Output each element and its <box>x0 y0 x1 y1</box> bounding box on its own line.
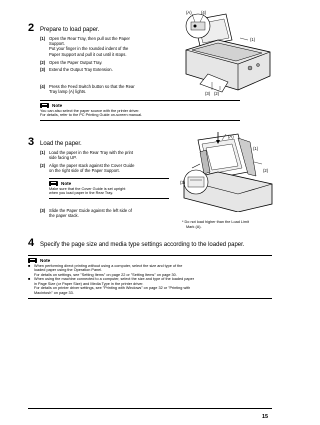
item-text: on the right side of the Paper Support. <box>49 168 120 174</box>
bullet-text: Macintosh" on page 33. <box>34 291 74 296</box>
page-number: 15 <box>262 414 269 420</box>
step-2-item-2 <box>40 60 102 65</box>
note-label: Note <box>52 102 63 108</box>
step-3-note <box>49 178 169 199</box>
callout-2: (2) <box>214 91 220 96</box>
callout-a: (A) <box>186 10 192 15</box>
item-text: Tray lamp (A) lights. <box>49 89 87 95</box>
note-text: For details, refer to the PC Printing Guide on-screen manual. <box>40 113 143 118</box>
step-title: Load the paper. <box>40 141 82 147</box>
step-2-item-3 <box>40 67 113 72</box>
step-2-item-4 <box>40 84 135 94</box>
step-title: Prepare to load paper. <box>40 27 100 33</box>
item-text: Slide the Paper Guide against the left side of <box>49 208 132 213</box>
printer-illustration <box>178 10 278 96</box>
page-rule <box>28 408 272 409</box>
load-limit-text: Mark (A). <box>186 224 202 229</box>
item-text: the paper stack. <box>49 213 79 219</box>
callout-a: (A) <box>228 134 234 139</box>
note-label: Note <box>61 180 72 186</box>
item-number: (4) <box>40 84 46 89</box>
step-2-item-1 <box>40 36 130 57</box>
callout-1: (1) <box>250 37 256 42</box>
item-text: Align the paper stack against the Cover Guide <box>49 163 135 168</box>
note-header <box>40 103 240 108</box>
note-text: when you load paper in the Rear Tray. <box>49 191 114 196</box>
note-icon <box>49 181 58 186</box>
bottom-note <box>28 255 272 299</box>
note-header <box>28 258 272 263</box>
step-4-heading <box>28 237 244 249</box>
bullet-text: For details on printer driver settings, see "Printing with Windows" on page 32 or "Printing with <box>34 286 191 291</box>
note-bullet <box>28 264 272 278</box>
step-3-item-3 <box>40 208 132 218</box>
note-text: You can also select the paper source with the printer driver. <box>40 108 140 113</box>
callout-2: (2) <box>263 168 269 173</box>
callout-3: (3) <box>180 180 186 185</box>
item-text: Extend the Output Tray Extension. <box>49 67 113 72</box>
item-text: Support. <box>49 41 65 47</box>
bullet-text: When using the machine connected to a computer, select the size and type of the loaded paper <box>34 277 194 282</box>
item-number: (1) <box>40 36 46 41</box>
load-limit-note <box>182 220 282 229</box>
step-3-item-2 <box>40 163 134 173</box>
item-number: (2) <box>40 163 46 168</box>
step-2-note <box>40 100 240 121</box>
item-text: Press the Feed Switch button so that the Rear <box>49 84 135 89</box>
item-number: (3) <box>40 208 46 213</box>
item-text: Paper Support and pull it out until it stops. <box>49 51 127 57</box>
step-number: 2 <box>28 22 35 34</box>
step-title: Specify the page size and media type settings according to the loaded paper. <box>40 242 245 248</box>
bullet-text: When performing direct printing without using a computer, select the size and type of the <box>34 263 183 268</box>
callout-3: (3) <box>205 91 211 96</box>
note-text: Make sure that the Cover Guide is set upright <box>49 186 126 191</box>
note-header <box>49 181 169 186</box>
note-bullet <box>28 277 272 295</box>
step-number: 3 <box>28 136 35 148</box>
callout-4: (4) <box>201 10 207 15</box>
step-2-heading <box>28 22 99 34</box>
bullet-icon: ■ <box>28 263 31 268</box>
note-icon <box>28 258 37 263</box>
bullet-text: in Page Size (or Paper Size) and Media Type in the printer driver. <box>34 281 144 286</box>
item-text: Open the Rear Tray, then pull out the Paper <box>49 36 130 41</box>
step-3-item-1 <box>40 150 133 160</box>
item-number: (1) <box>40 150 46 155</box>
item-text: Put your finger in the rounded indent of the <box>49 46 129 52</box>
bullet-text: loaded paper using the Operation Panel. <box>34 268 103 273</box>
callout-1: (1) <box>253 146 259 151</box>
step-number: 4 <box>28 237 35 249</box>
item-number: (2) <box>40 60 46 65</box>
note-icon <box>40 103 49 108</box>
item-text: Open the Paper Output Tray. <box>49 60 103 65</box>
item-text: side facing UP. <box>49 155 77 161</box>
bullet-text: For details on settings, see "Setting Items" on page 22 or "Setting Items" on page 30. <box>34 272 177 277</box>
item-text: Load the paper in the Rear Tray with the print <box>49 150 134 155</box>
load-limit-text: * Do not load higher than the Load Limit <box>182 220 249 224</box>
step-3-heading <box>28 136 82 148</box>
bullet-icon: ■ <box>28 277 31 282</box>
note-label: Note <box>40 257 51 263</box>
item-number: (3) <box>40 67 46 72</box>
